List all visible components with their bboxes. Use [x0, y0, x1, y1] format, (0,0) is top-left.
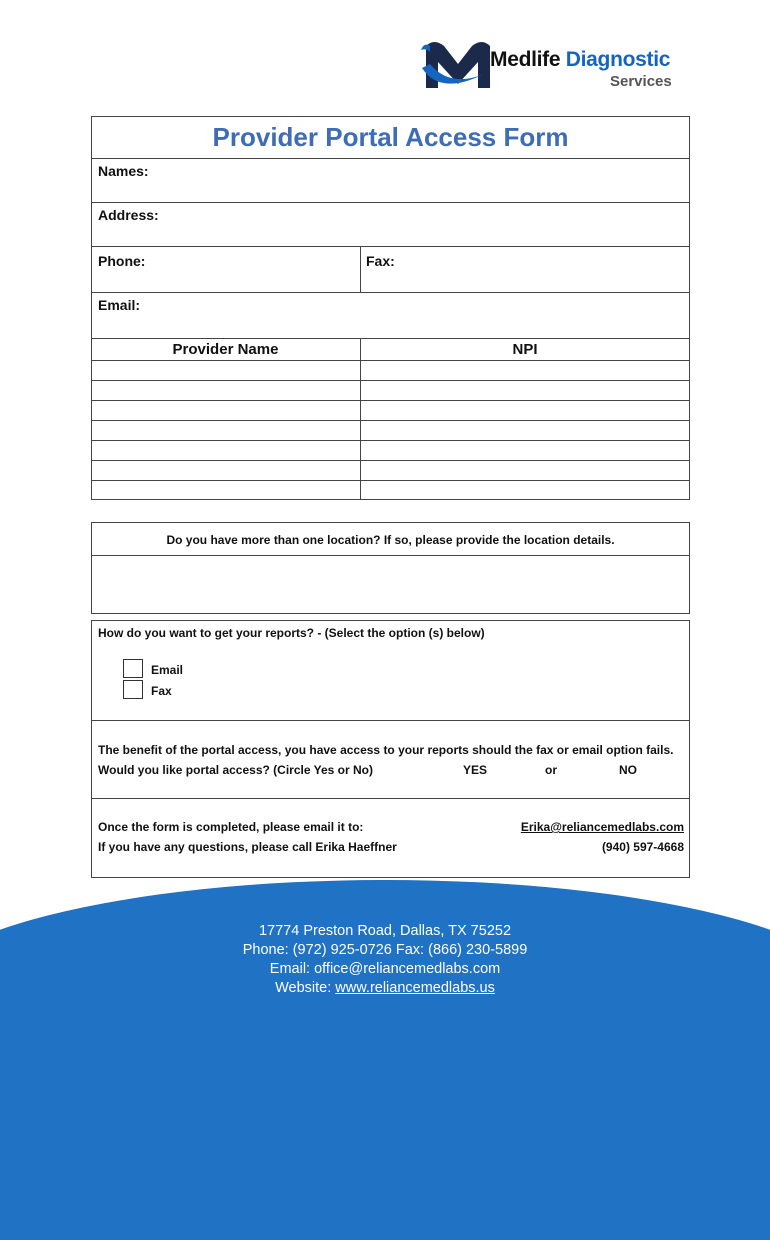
- footer-phones: Phone: (972) 925-0726 Fax: (866) 230-5899: [242, 942, 528, 958]
- divider: [91, 555, 690, 556]
- fax-field[interactable]: [410, 248, 688, 290]
- provider-name-header: Provider Name: [172, 341, 279, 358]
- portal-access-question: Would you like portal access? (Circle Yes or No): [98, 763, 373, 777]
- divider: [91, 798, 690, 799]
- divider: [360, 338, 361, 500]
- logo-name: [490, 48, 670, 72]
- or-text: or: [545, 763, 557, 777]
- divider: [91, 158, 690, 159]
- npi-header: NPI: [512, 341, 538, 358]
- divider: [91, 380, 690, 381]
- email-checkbox[interactable]: [123, 659, 143, 678]
- contact-phone: (940) 597-4668: [601, 840, 684, 854]
- email-option-label: Email: [151, 663, 184, 677]
- logo-name-part1: Medlife: [490, 48, 566, 71]
- footer-address: 17774 Preston Road, Dallas, TX 75252: [258, 923, 512, 939]
- footer-website-label: Website:: [275, 980, 336, 996]
- submit-instructions: Once the form is completed, please email it to:: [98, 820, 364, 834]
- names-label: Names:: [98, 163, 149, 179]
- divider: [91, 720, 690, 721]
- no-option[interactable]: NO: [619, 763, 637, 777]
- divider: [91, 292, 690, 293]
- contact-email-link[interactable]: Erika@reliancemedlabs.com: [520, 820, 684, 834]
- portal-benefit-text: The benefit of the portal access, you have access to your reports should the fax or email option fails.: [98, 743, 674, 757]
- divider: [360, 246, 361, 292]
- logo-subtitle: Services: [610, 73, 672, 90]
- fax-option-label: Fax: [151, 684, 172, 698]
- yes-option[interactable]: YES: [463, 763, 488, 777]
- divider: [91, 440, 690, 441]
- divider: [91, 202, 690, 203]
- reports-question: How do you want to get your reports? - (Select the option (s) below): [98, 626, 485, 640]
- questions-contact: If you have any questions, please call Erika Haeffner: [98, 840, 397, 854]
- address-field[interactable]: [170, 204, 688, 244]
- email-field[interactable]: [150, 294, 688, 336]
- email-label: Email:: [98, 297, 141, 313]
- phone-field[interactable]: [160, 248, 358, 290]
- divider: [91, 246, 690, 247]
- form-title: Provider Portal Access Form: [212, 122, 569, 152]
- footer-website-link[interactable]: www.reliancemedlabs.us: [335, 980, 495, 996]
- fax-checkbox[interactable]: [123, 680, 143, 699]
- divider: [91, 480, 690, 481]
- fax-label: Fax:: [366, 253, 395, 269]
- divider: [91, 460, 690, 461]
- footer-email: Email: office@reliancemedlabs.com: [269, 961, 501, 977]
- address-label: Address:: [98, 207, 159, 223]
- footer-website: [0, 980, 770, 996]
- names-field[interactable]: [160, 160, 688, 200]
- divider: [91, 400, 690, 401]
- divider: [91, 338, 690, 339]
- location-question: Do you have more than one location? If so, please provide the location details.: [166, 533, 615, 547]
- logo-name-part2: Diagnostic: [565, 48, 671, 71]
- divider: [91, 420, 690, 421]
- phone-label: Phone:: [98, 253, 146, 269]
- location-details-field[interactable]: [93, 557, 688, 612]
- divider: [91, 360, 690, 361]
